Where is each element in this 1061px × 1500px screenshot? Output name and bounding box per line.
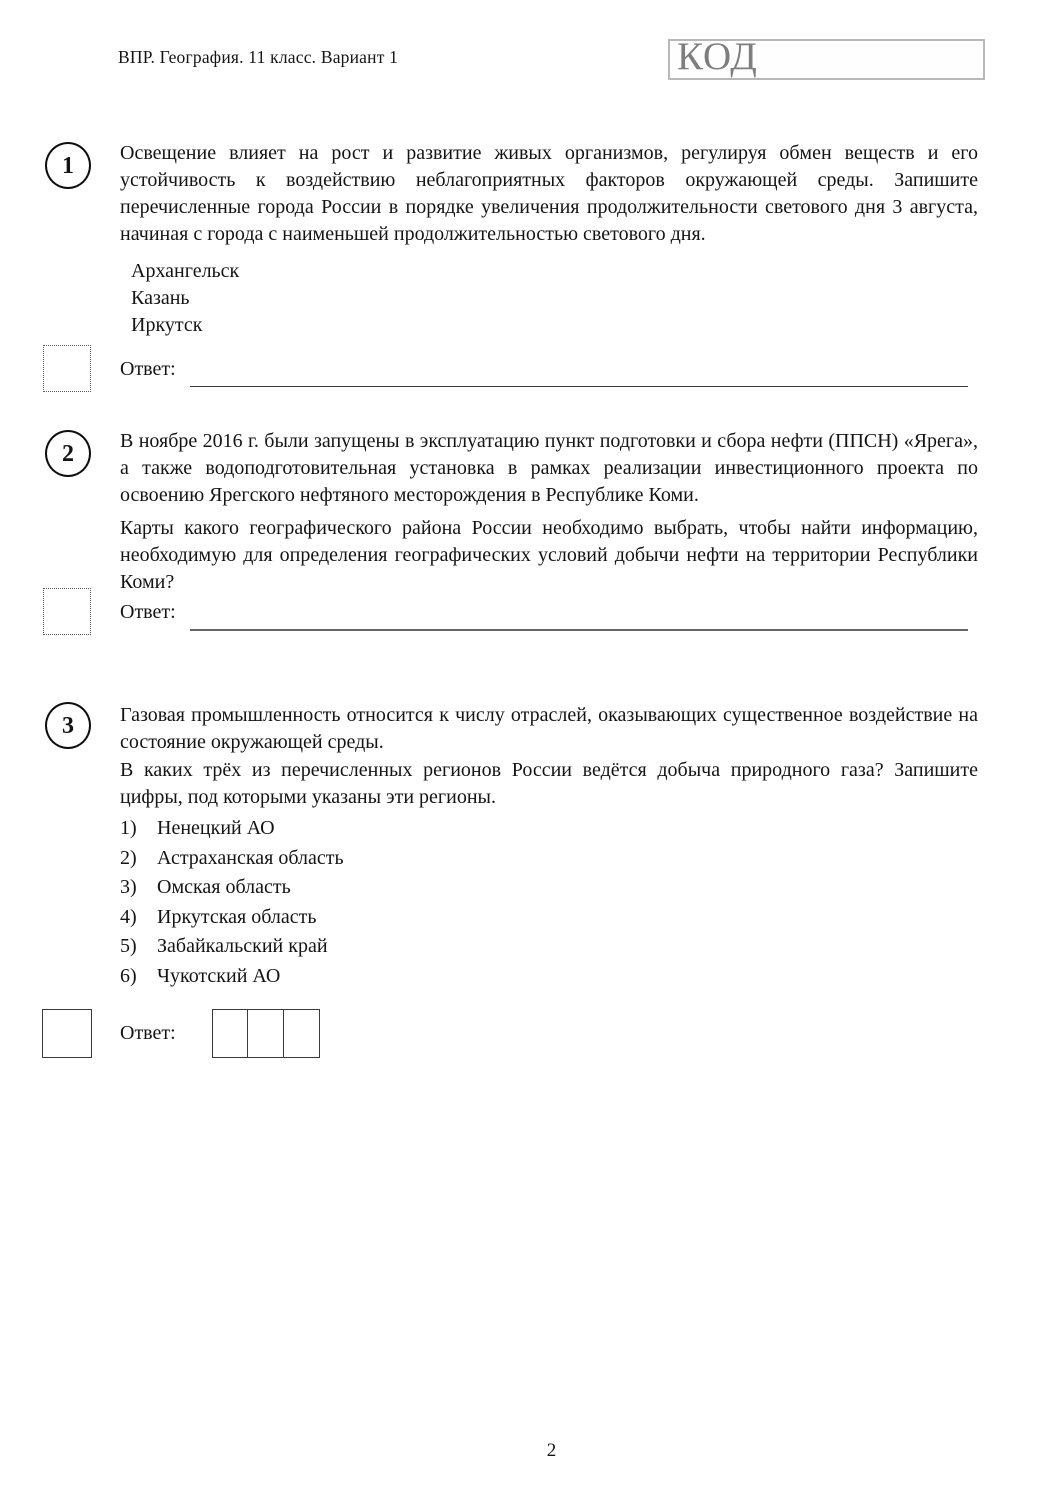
question-3-region-list xyxy=(120,815,344,992)
question-2-number: 2 xyxy=(62,441,74,467)
list-item-label: Забайкальский край xyxy=(157,935,328,957)
question-3-text-2: В каких трёх из перечисленных регионов России ведётся добыча природного газа? Запишите цифры, под которыми указаны эти регионы. xyxy=(120,759,978,808)
question-3-number: 3 xyxy=(62,713,74,739)
question-3-score-box[interactable] xyxy=(42,1009,92,1058)
region-list-item xyxy=(120,845,344,875)
question-3-answer-cells xyxy=(212,1009,320,1058)
list-item-number: 3) xyxy=(120,876,137,898)
question-1-number: 1 xyxy=(62,153,74,179)
question-1-text: Освещение влияет на рост и развитие живых организмов, регулируя обмен веществ и его устойчивость к воздействию неблагоприятных факторов окружающей среды. Запишите перечисленные города России в порядке увеличения продолжительности светового дня 3 августа, начиная с города с наименьшей продолжительностью светового дня. xyxy=(120,142,978,245)
list-item-label: Омская область xyxy=(157,876,291,898)
region-list-item xyxy=(120,963,344,993)
answer-label: Ответ: xyxy=(120,601,176,623)
list-item-number: 2) xyxy=(120,846,137,869)
question-2-score-box[interactable] xyxy=(43,588,91,635)
page-header: ВПР. География. 11 класс. Вариант 1 xyxy=(118,47,399,67)
answer-digit-cell-3[interactable] xyxy=(283,1009,320,1058)
list-item-number: 1) xyxy=(120,817,137,839)
question-1-options xyxy=(131,258,239,339)
question-2-number-circle xyxy=(45,430,91,477)
list-item-number: 4) xyxy=(120,905,137,928)
list-item-number: 6) xyxy=(120,964,137,987)
answer-digit-cell-2[interactable] xyxy=(247,1009,284,1058)
question-2-text-2: Карты какого географического района России необходимо выбрать, чтобы найти информацию, необходимую для определения географических условий добычи нефти на территории Республики Коми? xyxy=(120,517,978,593)
region-list-item xyxy=(120,933,344,963)
code-entry-box[interactable] xyxy=(668,35,985,80)
question-2-text-1: В ноябре 2016 г. были запущены в эксплуатацию пункт подготовки и сбора нефти (ППСН) «Ярега», а также водоподготовительная установка в рамках реализации инвестиционного проекта по освоению Ярегского нефтяного месторождения в Республике Коми. xyxy=(120,430,978,506)
list-item-label: Астраханская область xyxy=(157,846,344,869)
answer-label: Ответ: xyxy=(120,1022,176,1044)
question-1-number-circle xyxy=(45,142,91,189)
question-2-answer-row xyxy=(0,588,1061,637)
list-item-label: Иркутская область xyxy=(157,905,317,928)
region-list-item xyxy=(120,904,344,934)
page-number: 2 xyxy=(546,1440,557,1461)
question-3-number-circle xyxy=(45,702,91,749)
list-item-label: Чукотский АО xyxy=(157,964,281,987)
region-list-item xyxy=(120,815,344,845)
question-1-score-box[interactable] xyxy=(43,345,91,392)
region-list-item xyxy=(120,874,344,904)
city-option: Казань xyxy=(131,287,190,309)
code-label: КОД xyxy=(677,35,758,78)
question-3-text-1: Газовая промышленность относится к числу отраслей, оказывающих существенное воздействие на состояние окружающей среды. xyxy=(120,704,978,753)
question-1-answer-line[interactable] xyxy=(190,386,968,387)
city-option: Иркутск xyxy=(131,314,203,336)
question-2-answer-line[interactable] xyxy=(190,629,968,631)
list-item-number: 5) xyxy=(120,935,137,957)
question-3-answer-row xyxy=(0,1009,1061,1058)
answer-label: Ответ: xyxy=(120,358,176,380)
answer-digit-cell-1[interactable] xyxy=(212,1009,249,1058)
question-1-answer-row xyxy=(0,345,1061,394)
list-item-label: Ненецкий АО xyxy=(157,817,275,839)
city-option: Архангельск xyxy=(131,260,240,282)
